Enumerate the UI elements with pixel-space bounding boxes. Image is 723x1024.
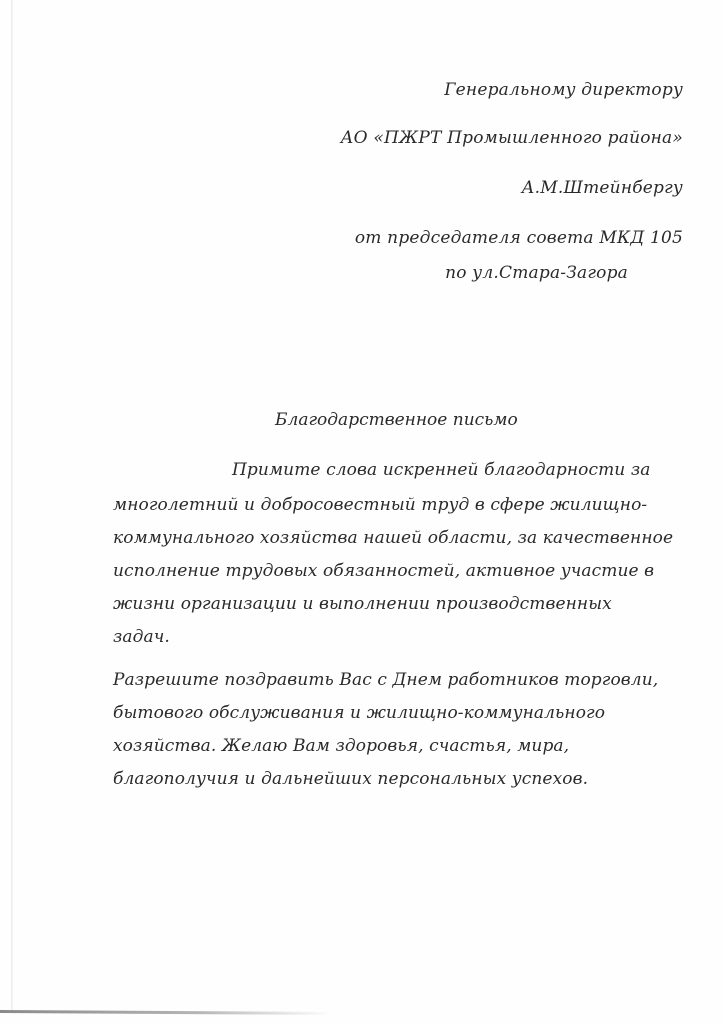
paragraph-line: задач.	[113, 627, 170, 647]
paragraph-line: бытового обслуживания и жилищно-коммунального	[113, 703, 606, 723]
paragraph-line: хозяйства. Желаю Вам здоровья, счастья, мира,	[113, 736, 570, 756]
letter-title: Благодарственное письмо	[275, 410, 518, 430]
paragraph-line: исполнение трудовых обязанностей, активное участие в	[113, 561, 655, 581]
paragraph-line: Разрешите поздравить Вас с Днем работников торговли,	[113, 670, 659, 690]
paragraph-line: коммунального хозяйства нашей области, за качественное	[113, 528, 674, 548]
scan-edge-left	[11, 0, 13, 1010]
paragraph-line: Примите слова искренней благодарности за	[232, 460, 651, 480]
paragraph-line: благополучия и дальнейших персональных успехов.	[113, 769, 589, 789]
addressee-name: А.М.Штейнбергу	[521, 178, 683, 198]
sender-position: от председателя совета МКД 105	[354, 228, 683, 248]
addressee-organization: АО «ПЖРТ Промышленного района»	[340, 128, 683, 148]
sender-address: по ул.Стара-Загора	[445, 263, 628, 283]
scan-edge-bottom	[0, 1010, 330, 1015]
addressee-position: Генеральному директору	[444, 80, 683, 100]
paragraph-line: жизни организации и выполнении производственных	[113, 594, 612, 614]
paragraph-line: многолетний и добросовестный труд в сфере жилищно-	[113, 495, 648, 515]
